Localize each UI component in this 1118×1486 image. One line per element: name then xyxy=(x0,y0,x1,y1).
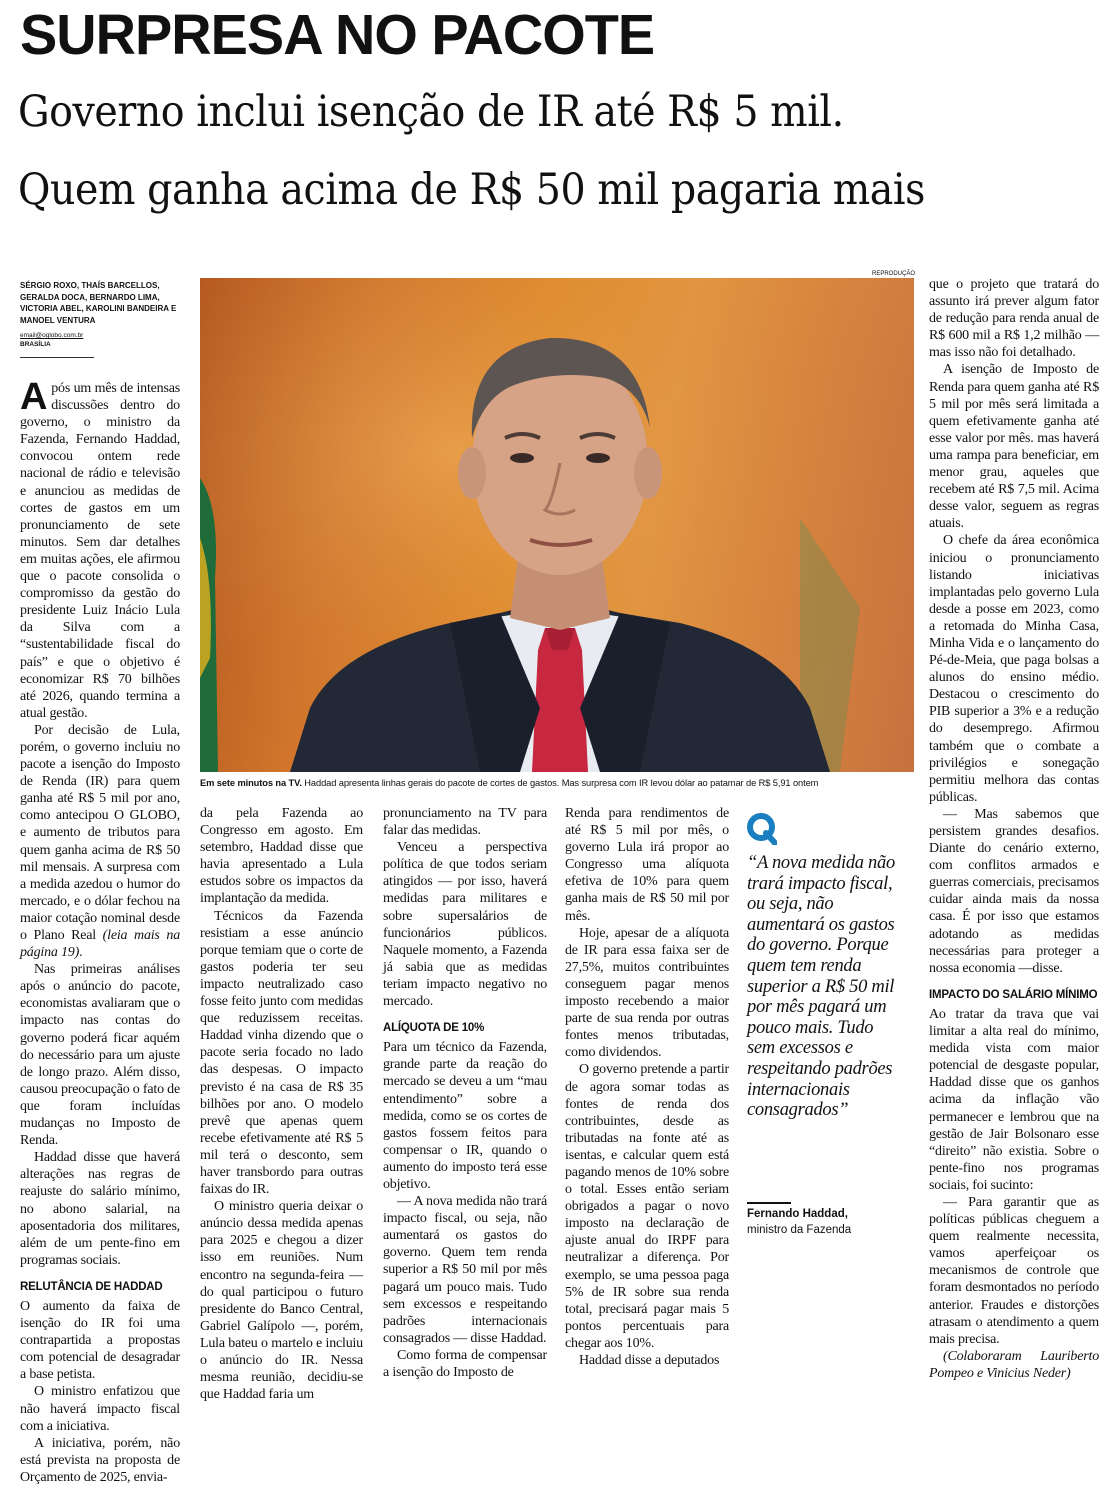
pull-quote-rule xyxy=(747,1202,791,1204)
paragraph: pronunciamento na TV para falar das medidas. xyxy=(383,806,547,839)
paragraph: A iniciativa, porém, não está prevista na proposta de Orçamento de 2025, envia- xyxy=(20,1435,180,1485)
headline-line-2: Quem ganha acima de R$ 50 mil pagaria mais xyxy=(18,165,925,215)
pull-quote-name: Fernando Haddad, xyxy=(747,1208,848,1220)
paragraph: O governo pretende a partir de agora somar todas as fontes de renda dos contribuintes, desde as tributadas na fonte até as isentas, e calcular quem está pagando menos de 10% sobre o total. Esses então seriam obrigados a pagar o novo imposto na declaração de ajuste anual do IRPF para neutralizar a diferença. Por exemplo, se uma pessoa paga 5% de IR sobre sua renda total, precisará pagar mais 5 pontos percentuais para chegar aos 10%. xyxy=(565,1062,729,1351)
portrait-illustration xyxy=(200,278,914,772)
paragraph: — Mas sabemos que persistem grandes desafios. Diante do cenário externo, com conflitos armados e guerras comerciais, precisamos cuidar ainda mais da nossa casa. É por isso que estamos adotando as medidas necessárias para proteger a nossa economia —disse. xyxy=(929,806,1099,976)
dropcap: A xyxy=(20,376,48,418)
contributors-credit: (Colaboraram Lauriberto Pompeo e Vinicius Neder) xyxy=(929,1348,1099,1381)
paragraph: O chefe da área econômica iniciou o pronunciamento listando iniciativas implantadas pelo governo Lula desde a posse em 2023, como a retomada do Minha Casa, Minha Vida e o lançamento do Pé-de-Meia, que paga bolsas a alunos do ensino médio. Destacou o crescimento do PIB superior a 3% e a redução do desemprego. Afirmou também que o combate a privilégios e sonegação permitiu melhora das contas públicas. xyxy=(929,533,1099,805)
column-6 xyxy=(929,276,1099,1382)
subhead: IMPACTO DO SALÁRIO MÍNIMO xyxy=(929,988,1098,1001)
photo-credit: REPRODUÇÃO xyxy=(872,271,916,277)
pull-quote: “A nova medida não trará impacto fiscal, ou seja, não aumentará os gastos do governo. Porque quem tem renda superior a R$ 50 mil por mês pagará um pouco mais. Tudo sem excessos e respeitando padrões internacionais consagrados” xyxy=(747,853,895,1121)
paragraph: A isenção de Imposto de Renda para quem ganha até R$ 5 mil por mês será limitada a quem efetivamente ganha até esse valor por mês. mas haverá uma rampa para beneficiar, em menor grau, aqueles que recebem até R$ 7,5 mil. Acima desse valor, seguem as regras atuais. xyxy=(929,362,1099,532)
photo-caption xyxy=(200,777,920,789)
paragraph: Haddad disse a deputados xyxy=(579,1353,720,1368)
subhead: ALÍQUOTA DE 10% xyxy=(383,1022,485,1035)
paragraph: Hoje, apesar de a alíquota de IR para essa faixa ser de 27,5%, muitos contribuintes conseguem pagar menos imposto recebendo a maior parte de sua renda por outras fontes menos tributadas, como dividendos. xyxy=(565,925,729,1061)
caption-lead: Em sete minutos na TV. xyxy=(200,778,302,788)
speech-bubble-q-icon xyxy=(747,813,777,845)
paragraph: Venceu a perspectiva política de que todos seriam atingidos — por isso, haverá medidas para militares e sobre supersalários de funcionários públicos. Naquele momento, a Fazenda já sabia que as medidas teriam impacto negativo no mercado. xyxy=(383,840,547,1010)
column-1: Após um mês de intensas discussões dentro do governo, o ministro da Fazenda, Fernando Haddad, convocou ontem rede nacional de rádio e televisão e anunciou as medidas de cortes de gastos em um pronunciamento de sete minutos. Sem dar detalhes em muitas ações, ele afirmou que o pacote consolida o compromisso da gestão do presidente Luiz Inácio Lula da Silva com a “sustentabilidade fiscal do país” e que o objetivo é economizar R$ 70 bilhões até 2026, quando termina a atual gestão. Por decisão de Lula, porém, o governo incluiu no pacote a isenção do Imposto de Renda (IR) para quem ganha até R$ 5 mil por ano, como antecipou O GLOBO, e aumento de tributos para quem ganha acima de R$ 50 mil mensais. A surpresa com a medida azedou o humor do mercado, e o dólar fechou na maior cotação nominal desde o Plano Real (leia mais na página 19). Nas primeiras análises após o anúncio do pacote, economistas avaliaram que o impacto nas contas do governo poderá ficar aquém do necessário para um ajuste de longo prazo. Além disso, causou preocupação o fato de que foram incluídas mudanças no Imposto de Renda. Haddad disse que haverá alterações nas regras de reajuste do salário mínimo, no abono salarial, na aposentadoria dos militares, além de um pente-fino em programas sociais. RELUTÂNCIA DE HADDAD O aumento da faixa de isenção do IR foi uma contrapartida a propostas com potencial de desagradar a base petista. O ministro enfatizou que não haverá impacto fiscal com a iniciativa. A iniciativa, porém, não está prevista na proposta de Orçamento de 2025, envia- xyxy=(20,376,180,1485)
byline-city: BRASÍLIA xyxy=(20,341,51,348)
byline-email[interactable]: email@oglobo.com.br xyxy=(20,332,84,339)
photo xyxy=(200,278,914,772)
paragraph: O ministro enfatizou que não haverá impacto fiscal com a iniciativa. xyxy=(20,1384,180,1434)
paragraph: Renda para rendimentos de até R$ 5 mil por mês, o governo Lula irá propor ao Congresso uma alíquota efetiva de 10% para quem ganha mais de R$ 50 mil por mês. xyxy=(565,806,729,924)
paragraph: — A nova medida não trará impacto fiscal, ou seja, não aumentará os gastos do governo. Quem tem renda superior a R$ 50 mil por mês pagará um pouco mais. Tudo sem excessos e respeitando padrões internacionais consagrados — disse Haddad. xyxy=(383,1194,547,1346)
column-4 xyxy=(565,805,729,1369)
paragraph: Haddad disse que haverá alterações nas regras de reajuste do salário mínimo, no abono salarial, na aposentadoria dos militares, além de um pente-fino em programas sociais. xyxy=(20,1150,180,1268)
byline-rule xyxy=(20,357,94,358)
paragraph: O ministro queria deixar o anúncio dessa medida apenas para 2025 e chegou a dizer isso em reuniões. Num encontro na segunda-feira — do qual participou o futuro presidente do Banco Central, Gabriel Galípolo —, porém, Lula bateu o martelo e incluiu o anúncio do IR. Nessa mesma reunião, decidiu-se que Haddad faria um xyxy=(200,1199,363,1403)
paragraph: Por decisão de Lula, porém, o governo incluiu no pacote a isenção do Imposto de Renda (IR) para quem ganha até R$ 5 mil por ano, como antecipou O GLOBO, e aumento de tributos para quem ganha acima de R$ 50 mil mensais. A surpresa com a medida azedou o humor do mercado, e o dólar fechou na maior cotação nominal desde o Plano Real xyxy=(20,722,180,943)
paragraph: O aumento da faixa de isenção do IR foi uma contrapartida a propostas com potencial de desagradar a base petista. xyxy=(20,1298,180,1383)
column-3 xyxy=(383,805,547,1381)
paragraph: Técnicos da Fazenda resistiam a esse anúncio porque temiam que o corte de gastos poderia ter seu impacto neutralizado caso fosse feito junto com medidas que reduzissem receitas. Haddad vinha dizendo que o pacote seria focado no lado das despesas. O impacto previsto é na casa de R$ 35 bilhões por ano. O modelo prevê que apenas quem recebe efetivamente até R$ 5 mil terá o desconto, sem haver transbordo para outras faixas do IR. xyxy=(200,908,363,1198)
kicker: SURPRESA NO PACOTE xyxy=(20,3,655,67)
column-2 xyxy=(200,805,363,1403)
paragraph: — Para garantir que as políticas públicas cheguem a quem realmente necessita, vamos aperfeiçoar os mecanismos de controle que foram desmontados no período anterior. Fraudes e distorções atrasam o atendimento a quem mais precisa. xyxy=(929,1194,1099,1347)
paragraph: que o projeto que tratará do assunto irá prever algum fator de redução para renda anual de R$ 600 mil a R$ 1,2 milhão — mas isso não foi detalhado. xyxy=(929,277,1099,361)
byline-authors: SÉRGIO ROXO, THAÍS BARCELLOS, GERALDA DOCA, BERNARDO LIMA, VICTORIA ABEL, KAROLINI BANDEIRA E MANOEL VENTURA xyxy=(20,281,177,325)
paragraph: Nas primeiras análises após o anúncio do pacote, economistas avaliaram que o impacto nas contas do governo poderá ficar aquém do necessário para um ajuste de longo prazo. Além disso, causou preocupação o fato de que foram incluídas mudanças no Imposto de Renda. xyxy=(20,962,180,1149)
headline-line-1: Governo inclui isenção de IR até R$ 5 mil. xyxy=(18,87,844,137)
caption-text: Haddad apresenta linhas gerais do pacote de cortes de gastos. Mas surpresa com IR levou dólar ao patamar de R$ 5,91 ontem xyxy=(301,778,819,788)
paragraph: Para um técnico da Fazenda, grande parte da reação do mercado se deveu a um “mau entendimento” sobre a medida, como se os cortes de gastos fossem feitos para compensar o IR, quando o aumento do imposto terá esse objetivo. xyxy=(383,1040,547,1192)
paragraph: pós um mês de intensas discussões dentro do governo, o ministro da Fazenda, Fernando Haddad, convocou ontem rede nacional de rádio e televisão e anunciou as medidas de cortes de gastos em um pronunciamento de sete minutos. Sem dar detalhes em muitas ações, ele afirmou que o pacote consolida o compromisso da gestão do presidente Luiz Inácio Lula da Silva com a “sustentabilidade fiscal do país” e que o objetivo é economizar R$ 70 bilhões até 2026, quando termina a atual gestão. xyxy=(20,381,180,721)
pull-quote-role: ministro da Fazenda xyxy=(747,1224,852,1236)
paragraph: da pela Fazenda ao Congresso em agosto. Em setembro, Haddad disse que havia apresentado a Lula estudos sobre os impactos da implantação da medida. xyxy=(200,806,363,907)
page-reference: (leia mais na página 19) xyxy=(20,928,180,961)
paragraph: Ao tratar da trava que vai limitar a alta real do mínimo, medida vista com maior potencial de desgaste popular, Haddad disse que os ganhos acima da inflação vão permanecer e lembrou que na gestão de Jair Bolsonaro esse “direito” não existia. Sobre o pente-fino nos programas sociais, foi sucinto: xyxy=(929,1006,1099,1193)
paragraph: Como forma de compensar a isenção do Imposto de xyxy=(383,1347,547,1380)
subhead: RELUTÂNCIA DE HADDAD xyxy=(20,1280,163,1293)
